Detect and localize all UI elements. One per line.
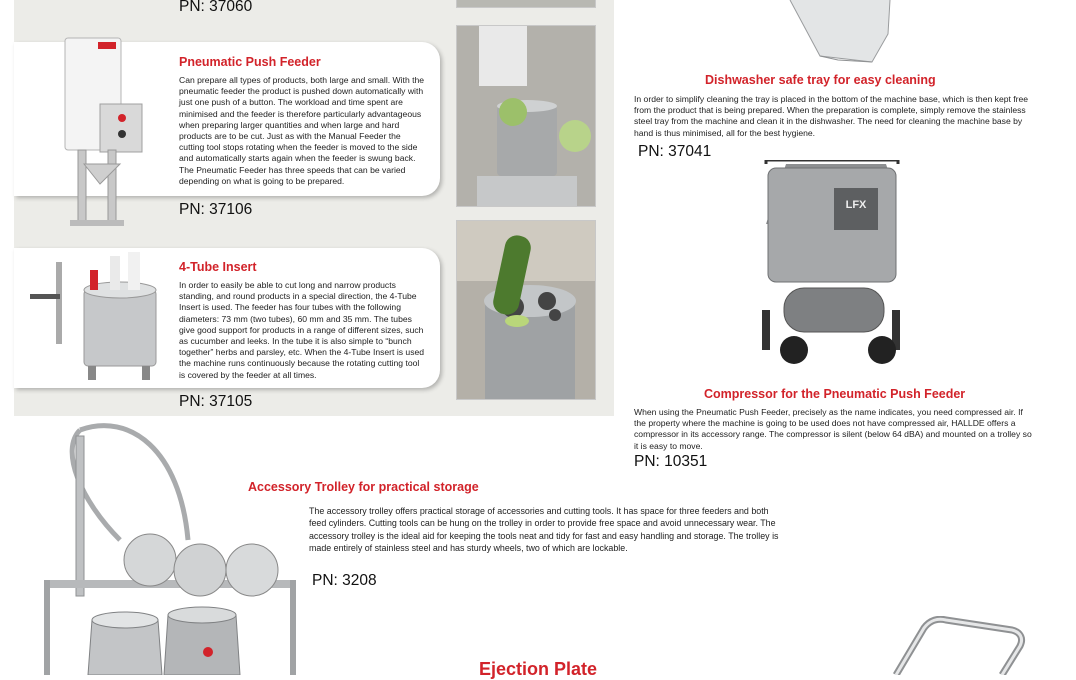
tube-insert-title: 4-Tube Insert [179, 260, 257, 274]
pneumatic-feeder-title: Pneumatic Push Feeder [179, 55, 321, 69]
accessory-trolley-image [40, 420, 310, 675]
accessory-trolley-title: Accessory Trolley for practical storage [248, 480, 479, 494]
pneumatic-feeder-photo [456, 25, 596, 207]
part-number-37106: PN: 37106 [179, 201, 253, 218]
part-number-10351: PN: 10351 [634, 453, 708, 470]
pneumatic-feeder-description: Can prepare all types of products, both large and small. With the pneumatic feeder the product is pushed down automatically with just one push of a button. The workload and time spent are minimised and the feeder is therefore particularly advantageous when preparing larger quantities and when large and hard products are to be cut. Just as with the Manual Feeder the cutting tool stops rotating when the feeder is moved to the side and automatically starts again when the feeder is swung back. The Pneumatic Feeder has three speeds that can be varied depending on what is going to be prepared. [179, 75, 425, 186]
dishwasher-tray-title: Dishwasher safe tray for easy cleaning [705, 73, 936, 87]
part-number-37105: PN: 37105 [179, 393, 253, 410]
compressor-title: Compressor for the Pneumatic Push Feeder [704, 387, 966, 401]
top-product-photo [456, 0, 596, 8]
ejection-plate-image [884, 616, 1034, 675]
tube-insert-description: In order to easily be able to cut long and narrow products standing, and round products in a special direction, the 4-Tube Insert is used. The feeder has four tubes with the following diameters: 73 mm (two tubes), 60 mm and 35 mm. The tubes give good support for products in a range of different sizes, such as cucumber and leeks. In the tube it is also simple to “bunch together” herbs and parsley, etc. When the 4-Tube Insert is used the machine runs continuously because the rotating cutting tool is covered by the feeder at all times. [179, 280, 425, 380]
tube-insert-image [28, 252, 168, 382]
part-number-37060: PN: 37060 [179, 0, 253, 15]
compressor-description: When using the Pneumatic Push Feeder, precisely as the name indicates, you need compressed air. If the property where the machine is going to be used does not have compressed air, HALLDE offers a compressor in its accessory range. The compressor is silent (below 64 dBA) and mounted on a trolley so it is easy to move. [634, 407, 1032, 451]
tube-insert-photo [456, 220, 596, 400]
ejection-plate-title: Ejection Plate [479, 659, 598, 679]
compressor-image [758, 160, 908, 378]
compressor-logo: LFX [845, 199, 867, 211]
dishwasher-tray-image [780, 0, 900, 64]
part-number-3208: PN: 3208 [312, 572, 377, 589]
pneumatic-feeder-image [40, 34, 160, 234]
dishwasher-tray-description: In order to simplify cleaning the tray is placed in the bottom of the machine base, which is then kept free from the product that is being prepared. When the preparation is complete, simply remove the stainless steel tray from the machine and clean it in the dishwasher. The need for cleaning the machine base by hand is thus minimised, all for the best hygiene. [634, 94, 1029, 138]
accessory-trolley-description: The accessory trolley offers practical storage of accessories and cutting tools. It has space for three feeders and both feed cylinders. Cutting tools can be hung on the trolley in order to provide free space and avoid unnecessary wear. The accessory trolley is the ideal aid for keeping the tools neat and tidy for fast and easy handling and storage. The trolley is made entirely of stainless steel and has sturdy wheels, two of which are lockable. [309, 506, 779, 553]
part-number-37041: PN: 37041 [638, 143, 712, 160]
